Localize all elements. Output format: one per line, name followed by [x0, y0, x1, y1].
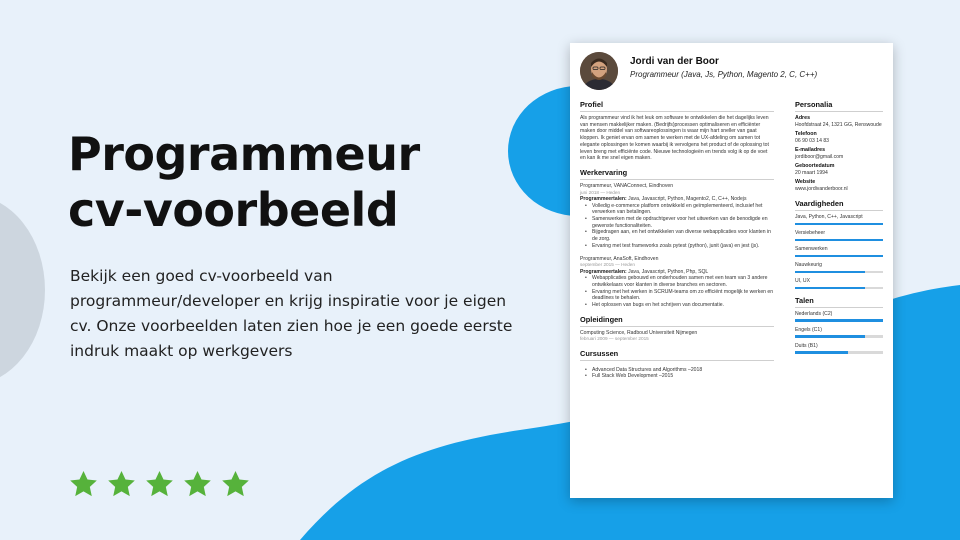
job-languages-value: Java, Javascript, Python, Php, SQL [628, 268, 709, 275]
rating-stars [68, 469, 251, 500]
skill-bar-fill [795, 271, 865, 273]
section-title-experience: Werkervaring [580, 168, 774, 180]
skill-item [795, 278, 883, 289]
star-icon [144, 469, 175, 500]
skill-bar [795, 287, 883, 289]
personal-label: Website [795, 179, 816, 186]
personal-value: www.jordivanderboor.nl [795, 185, 848, 192]
skill-bar [795, 255, 883, 257]
skill-item [795, 214, 883, 225]
job-period: juni 2018 — Heden [580, 189, 621, 195]
skill-name: Nauwkeurig [795, 262, 822, 269]
job-bullet: • Ervaring met test frameworks zoals pytest (python), junit (java) en jest (js). [592, 243, 774, 250]
job-bullets [580, 203, 774, 250]
personal-value: jordiboor@gmail.com [795, 153, 844, 160]
skill-bar-fill [795, 239, 883, 241]
job-entry [580, 183, 774, 250]
job-languages [580, 196, 774, 203]
language-item [795, 327, 883, 338]
page-title [68, 126, 420, 238]
personal-label: Telefoon [795, 131, 817, 138]
job-position: Programmeur, AnaSoft, Eindhoven [580, 255, 659, 262]
cv-main-column [580, 100, 774, 380]
star-icon [68, 469, 99, 500]
personal-value: Hoofdstraat 24, 1321 GG, Renswoude [795, 121, 882, 128]
job-languages-label: Programmeertalen: [580, 268, 627, 275]
job-bullet: • Webapplicaties gebouwd en onderhouden samen met een team van 3 andere ontwikkelaars voor klanten in diverse branches en sectoren. [592, 275, 774, 288]
section-title-courses: Cursussen [580, 349, 774, 361]
job-bullet: • Volledig e-commerce platform ontwikkeld en geïmplementeerd, inclusief het verwerken van betalingen. [592, 203, 774, 216]
star-icon [106, 469, 137, 500]
skill-item [795, 246, 883, 257]
job-bullet: • Het oplossen van bugs en het schrijven van documentatie. [592, 302, 774, 309]
education-period: februari 2009 — september 2015 [580, 336, 649, 342]
skill-name: UI, UX [795, 278, 811, 285]
cv-document [570, 43, 893, 498]
job-bullets [580, 275, 774, 309]
language-bar-fill [795, 319, 883, 321]
star-icon [220, 469, 251, 500]
skill-name: Samenwerken [795, 246, 828, 253]
section-title-skills: Vaardigheden [795, 199, 883, 211]
skill-bar [795, 271, 883, 273]
cv-header [580, 52, 885, 92]
job-position: Programmeur, VANAConnect, Eindhoven [580, 182, 674, 189]
course-item: • Advanced Data Structures and Algorithms –2018 [592, 367, 774, 374]
language-item [795, 343, 883, 354]
skill-bar [795, 223, 883, 225]
language-bar [795, 319, 883, 321]
section-title-education: Opleidingen [580, 315, 774, 327]
education-entry: Computing Science, Radboud Universiteit Nijmegen [580, 329, 698, 336]
job-entry [580, 256, 774, 309]
course-item: • Full Stack Web Development –2015 [592, 373, 774, 380]
skill-item [795, 230, 883, 241]
cv-name: Jordi van der Boor [630, 56, 719, 67]
language-bar [795, 335, 883, 337]
job-languages-label: Programmeertalen: [580, 195, 627, 202]
job-period: september 2015 — Heden [580, 262, 635, 268]
section-title-profile: Profiel [580, 100, 774, 112]
skill-item [795, 262, 883, 273]
language-name: Duits (B1) [795, 342, 818, 349]
skill-name: Java, Python, C++, Javascript [795, 214, 863, 221]
language-bar-fill [795, 335, 865, 337]
section-title-personal: Personalia [795, 100, 883, 112]
personal-value: 20 maart 1994 [795, 169, 828, 176]
language-name: Engels (C1) [795, 326, 822, 333]
profile-photo [580, 52, 618, 90]
language-name: Nederlands (C2) [795, 310, 833, 317]
language-item [795, 311, 883, 322]
page-title-line-1: Programmeur [68, 127, 420, 181]
job-languages-value: Java, Javascript, Python, Magento2, C, C++, Nodejs [628, 195, 747, 202]
job-bullet: • Bijgedragen aan, en het ontwikkelen van diverse webapplicaties voor klanten in de zorg. [592, 229, 774, 242]
page-title-line-2: cv-voorbeeld [68, 183, 399, 237]
intro-text: Bekijk een goed cv-voorbeeld van programmeur/developer en krijg inspiratie voor je eigen cv. Onze voorbeelden laten zien hoe je een goede eerste indruk maakt op werkgevers [70, 267, 513, 360]
personal-label: E-mailadres [795, 147, 826, 154]
personal-label: Geboortedatum [795, 163, 835, 170]
cv-side-column [795, 100, 883, 359]
avatar [580, 52, 618, 90]
job-bullet: • Ervaring met het werken in SCRUM-teams om zo efficiënt mogelijk te werken en deadlines te behalen. [592, 289, 774, 302]
personal-value: 06 90 03 14 83 [795, 137, 829, 144]
skill-bar-fill [795, 223, 883, 225]
star-icon [182, 469, 213, 500]
skill-name: Versiebeheer [795, 230, 826, 237]
section-title-languages: Talen [795, 296, 883, 308]
course-list [580, 367, 774, 380]
cv-role: Programmeur (Java, Js, Python, Magento 2, C, C++) [630, 70, 818, 79]
job-languages [580, 269, 774, 276]
job-bullet: • Samenwerken met de opdrachtgever voor het uitwerken van de benodigde en gewenste functionaliteiten. [592, 216, 774, 229]
skill-bar [795, 239, 883, 241]
skill-bar-fill [795, 287, 865, 289]
language-bar-fill [795, 351, 848, 353]
profile-text: Als programmeur vind ik het leuk om software te ontwikkelen die het dagelijks leven van mensen makkelijker maken. (Bedrijfs)processen optimaliseren en efficiënter maken door middel van softwareoplossingen is waar mijn hart sneller van gaat kloppen. Ik geniet ervan om samen te werken met de UX-afdeling om samen tot elegante oplossingen te komen waarbij ik vervolgens het product of de oplossing tot leven breng met efficiënte code. Nieuwe technologieën en trends volg ik op de voet en kan ik me snel eigen maken. [580, 115, 769, 162]
personal-label: Adres [795, 115, 811, 121]
skill-bar-fill [795, 255, 883, 257]
language-bar [795, 351, 883, 353]
